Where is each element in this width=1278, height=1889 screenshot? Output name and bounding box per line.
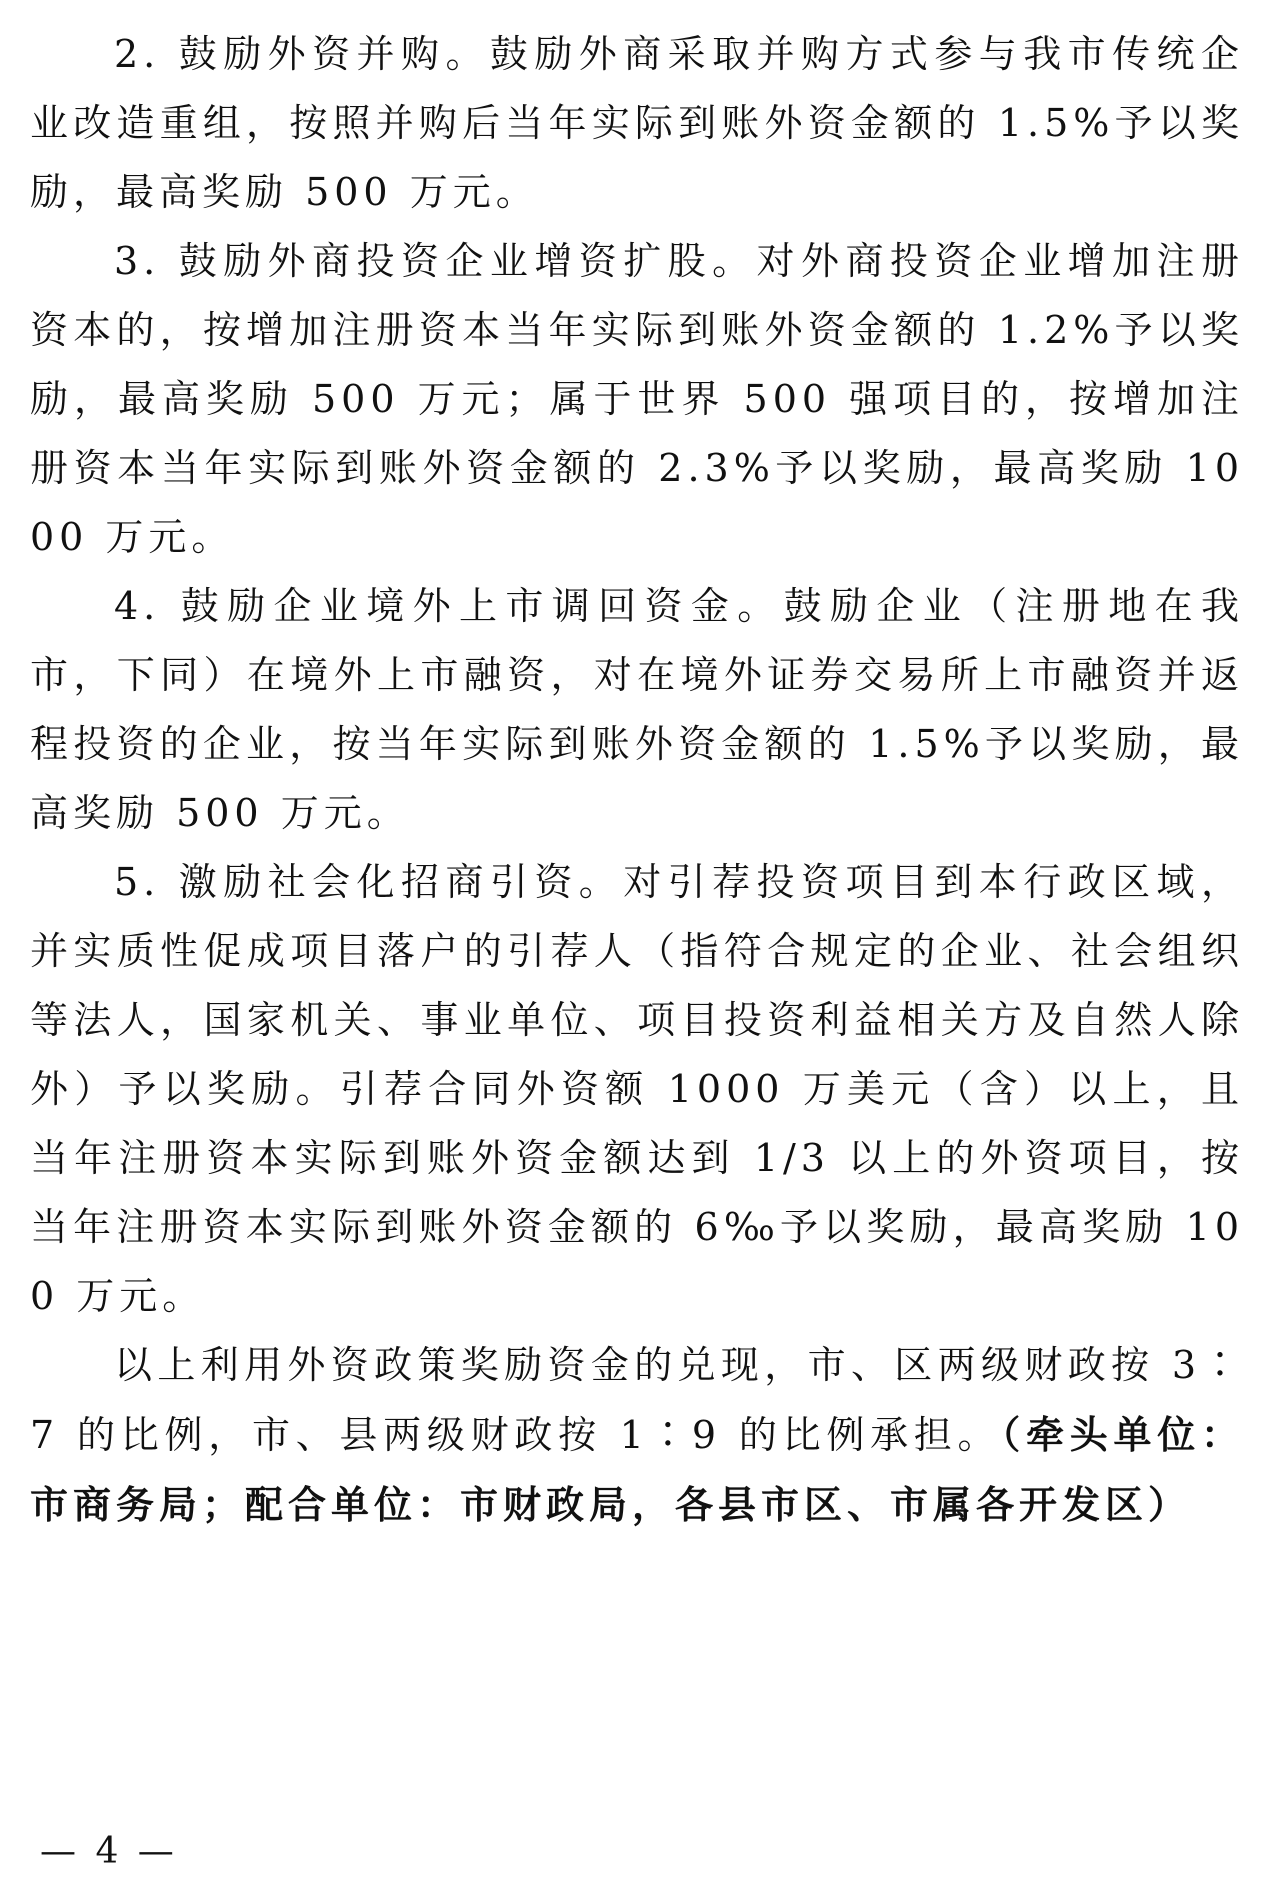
responsible-units: （牵头单位：市商务局；配合单位：市财政局，各县市区、市属各开发区） — [30, 1412, 1244, 1527]
paragraph-overseas-listing: 4. 鼓励企业境外上市调回资金。鼓励企业（注册地在我市，下同）在境外上市融资，对在境外证券交易所上市融资并返程投资的企业，按当年实际到账外资金额的 1.5%予以奖励，最高奖励 500 万元。 — [30, 584, 1244, 835]
paragraph-investment-referral: 5. 激励社会化招商引资。对引荐投资项目到本行政区域，并实质性促成项目落户的引荐人（指符合规定的企业、社会组织等法人，国家机关、事业单位、项目投资利益相关方及自然人除外）予以奖励。引荐合同外资额 1000 万美元（含）以上，且当年注册资本实际到账外资金额达到 1/3 以上的外资项目，按当年注册资本实际到账外资金额的 6‰予以奖励，最高奖励 100 万元。 — [30, 860, 1244, 1318]
document-body — [30, 20, 1244, 1540]
paragraph-funding-split — [30, 1331, 1244, 1540]
page-number: — 4 — — [40, 1831, 178, 1872]
funding-split-text: 以上利用外资政策奖励资金的兑现，市、区两级财政按 3∶7 的比例，市、县两级财政按 1∶9 的比例承担。 — [30, 1343, 1244, 1457]
paragraph-foreign-mergers: 2. 鼓励外资并购。鼓励外商采取并购方式参与我市传统企业改造重组，按照并购后当年实际到账外资金额的 1.5%予以奖励，最高奖励 500 万元。 — [30, 32, 1244, 214]
paragraph-capital-increase: 3. 鼓励外商投资企业增资扩股。对外商投资企业增加注册资本的，按增加注册资本当年实际到账外资金额的 1.2%予以奖励，最高奖励 500 万元；属于世界 500 强项目的，按增加注册资本当年实际到账外资金额的 2.3%予以奖励，最高奖励 1000 万元。 — [30, 239, 1244, 559]
